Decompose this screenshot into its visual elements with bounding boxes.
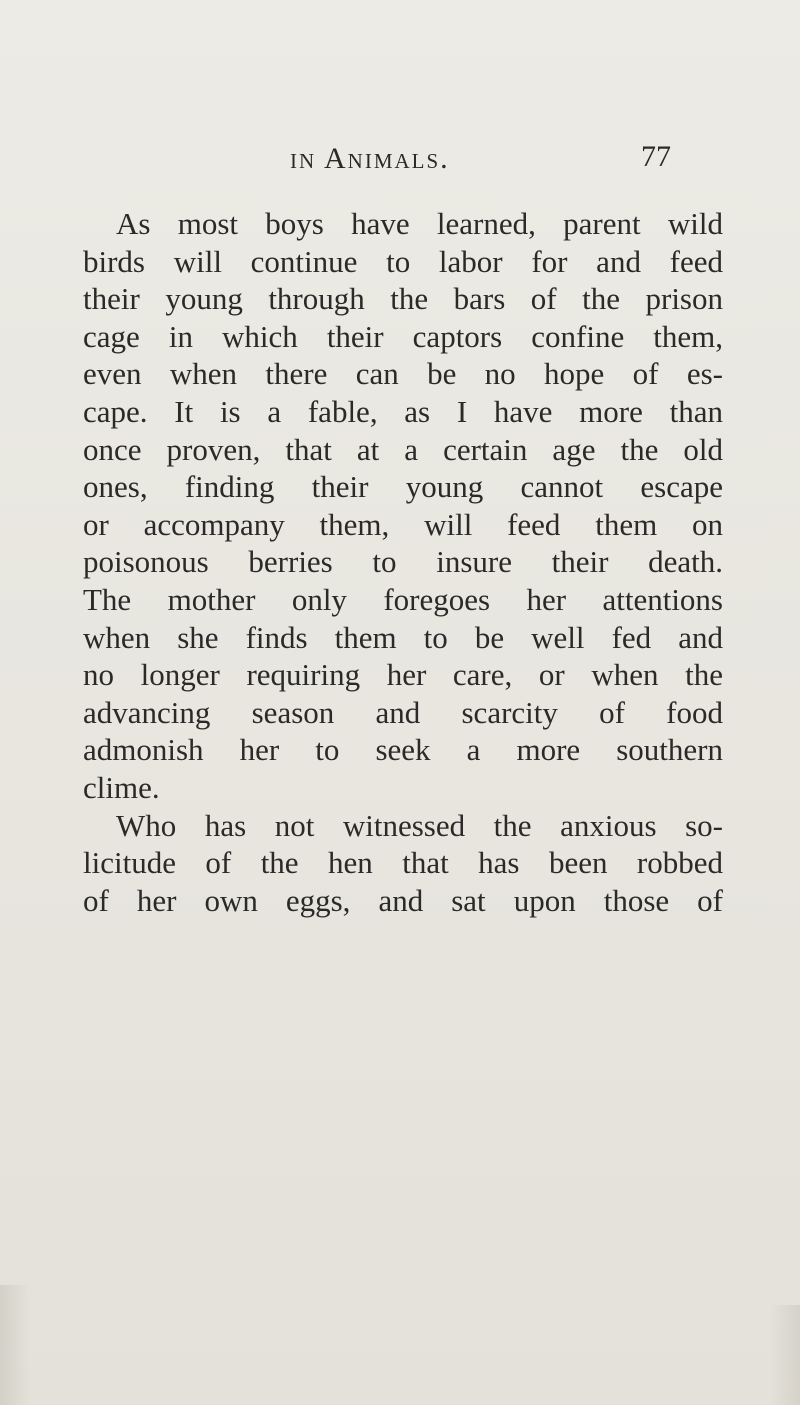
text-line: poisonous berries to insure their death. <box>83 544 723 580</box>
text-line: of her own eggs, and sat upon those of <box>83 882 723 918</box>
text-line: Who has not witnessed the anxious so- <box>116 807 723 843</box>
text-line: licitude of the hen that has been robbed <box>83 845 723 881</box>
text-line: their young through the bars of the prison <box>83 281 723 317</box>
text-line: or accompany them, will feed them on <box>83 506 723 542</box>
text-line: birds will continue to labor for and feed <box>83 243 723 279</box>
paragraph-2 <box>83 807 723 920</box>
text-line: admonish her to seek a more southern <box>83 732 723 768</box>
text-line: even when there can be no hope of es- <box>83 356 723 392</box>
paragraph-1 <box>83 205 723 807</box>
text-line: when she finds them to be well fed and <box>83 619 723 655</box>
body-text <box>83 205 723 919</box>
running-head: in Animals. <box>290 142 450 175</box>
text-line: cage in which their captors confine them, <box>83 318 723 354</box>
page-edge-shadow-right <box>770 1305 800 1405</box>
page-header <box>0 142 800 182</box>
text-line: advancing season and scarcity of food <box>83 694 723 730</box>
text-line: once proven, that at a certain age the old <box>83 431 723 467</box>
text-line: The mother only foregoes her attentions <box>83 581 723 617</box>
text-line: clime. <box>83 769 160 805</box>
text-line: ones, finding their young cannot escape <box>83 469 723 505</box>
text-line: no longer requiring her care, or when the <box>83 657 723 693</box>
text-line: cape. It is a fable, as I have more than <box>83 393 723 429</box>
page-edge-shadow-left <box>0 1285 30 1405</box>
text-line: As most boys have learned, parent wild <box>116 206 723 241</box>
page-number: 77 <box>641 140 671 173</box>
